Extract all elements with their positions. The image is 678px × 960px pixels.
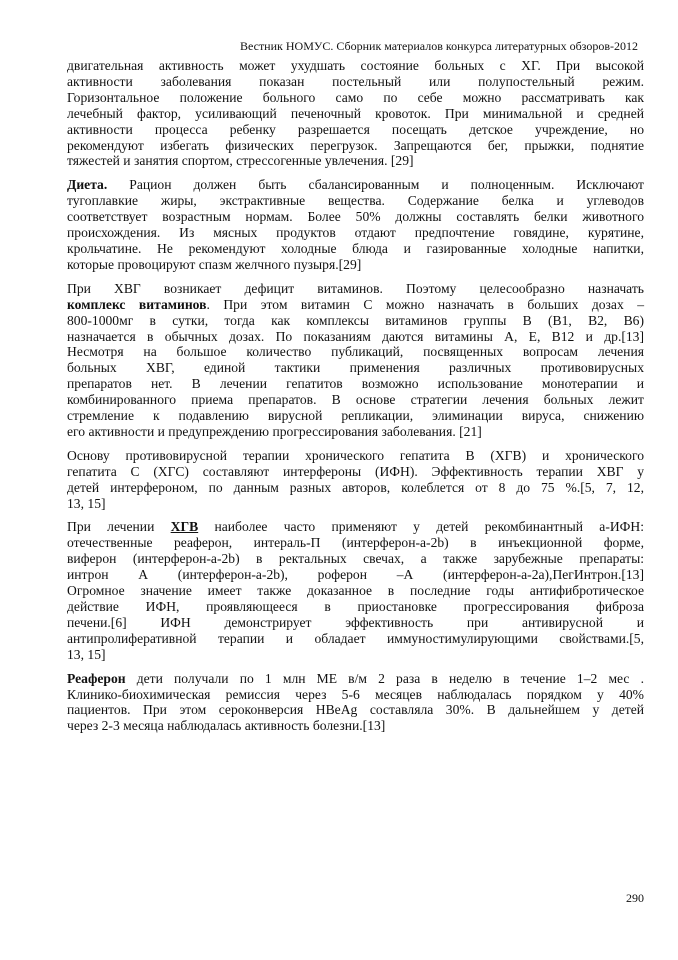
text-line: пациентов. При этом сероконверсия HBeAg составляла 30%. В дальнейшем у детей [67, 702, 644, 718]
text-line: его активности и предупреждению прогрессирования заболевания. [21] [67, 423, 482, 439]
paragraph-5 [67, 519, 644, 662]
article-body [67, 58, 644, 742]
paragraph-4 [67, 448, 644, 512]
text-line: комбинированного приема препаратов. В основе стратегии лечения больных лежит [67, 392, 644, 408]
text-line: При ХВГ возникает дефицит витаминов. Поэтому целесообразно назначать [67, 280, 644, 296]
text-line: интрон А (интерферон-а-2b), роферон –А (интерферон-а-2а),ПегИнтрон.[13] [67, 567, 644, 583]
text-line: активности процесса ребенку разрешается посещать детское учреждение, но [67, 121, 644, 137]
text-line: Огромное значение имеет также доказанное в последние годы антифибротическое [67, 583, 644, 599]
paragraph-2 [67, 177, 644, 272]
text-line: соответствует возрастным нормам. Более 50% должны составлять белки животного [67, 209, 644, 225]
text-line: печени.[6] ИФН демонстрирует эффективность при антивирусной и [67, 614, 644, 630]
paragraph-lead: Реаферон [67, 670, 126, 686]
text-line: Клинико-биохимическая ремиссия через 5-6 месяцев наблюдалась порядком у 40% [67, 686, 644, 702]
text-line: действие ИФН, проявляющееся в приостановке прогрессирования фиброза [67, 599, 644, 614]
text-line: тугоплавкие жиры, экстрактивные вещества. Содержание белка и углеводов [67, 193, 644, 209]
text-line: Горизонтальное положение больного само по себе можно рассматривать как [67, 89, 644, 105]
paragraph-3 [67, 281, 644, 440]
page-number: 290 [626, 891, 644, 905]
text-line: Основу противовирусной терапии хронического гепатита В (ХГВ) и хронического [67, 447, 644, 463]
text-line: стремление к подавлению вирусной репликации, элиминации вируса, снижению [67, 408, 644, 424]
text-line: крольчатине. Не рекомендуют холодные блюда и газированные холодные напитки, [67, 240, 644, 256]
text-line: которые провоцируют спазм желчного пузыря.[29] [67, 256, 362, 272]
text-line: тяжестей и занятия спортом, стрессогенные увлечения. [29] [67, 153, 414, 169]
text-line: лечебный фактор, усиливающий печеночный кровоток. При минимальной и средней [67, 105, 644, 121]
bold-term: комплекс витаминов [67, 296, 207, 312]
underlined-term: ХГВ [170, 519, 199, 535]
text-line: рекомендуют избегать физических перегрузок. Запрещаются бег, прыжки, поднятие [67, 137, 644, 153]
text-line: Несмотря на большое количество публикаций, посвященных вопросам лечения [67, 344, 644, 360]
text-line: через 2-3 месяца наблюдалась активность болезни.[13] [67, 718, 386, 734]
text-line: назначается в обычных дозах. По показаниям даются витамины А, Е, В12 и др.[13] [67, 328, 644, 344]
text-line: происхождения. Из мясных продуктов отдают предпочтение говядине, курятине, [67, 225, 644, 241]
text-line: 800-1000мг в сутки, тогда как комплексы витаминов группы В (В1, В2, В6) [67, 312, 644, 328]
text-line: При лечении ХГВ наиболее часто применяют у детей рекомбинантный а-ИФН: [67, 519, 645, 535]
text-line: 13, 15] [67, 495, 106, 511]
text-line: активности заболевания показан постельный или полупостельный режим. [67, 73, 644, 89]
text-line: препаратов нет. В лечении гепатитов возможно использование монотерапии и [67, 376, 644, 392]
running-header: Вестник НОМУС. Сборник материалов конкурса литературных обзоров-2012 [239, 39, 638, 53]
text-line: отечественные реаферон, интераль-П (интерферон-а-2b) в инъекционной форме, [67, 535, 644, 551]
text-line: больных ХВГ, единой тактики применения различных противовирусных [67, 360, 644, 376]
text-line: виферон (интерферон-а-2b) в ректальных свечах, а также зарубежные препараты: [67, 551, 644, 567]
text-line: 13, 15] [67, 646, 106, 662]
paragraph-1 [67, 58, 644, 169]
text-line: Реаферон дети получали по 1 млн МЕ в/м 2 раза в неделю в течение 1–2 мес . [67, 670, 644, 686]
text-line: Диета. Рацион должен быть сбалансированным и полноценным. Исключают [67, 177, 644, 193]
text-line: двигательная активность может ухудшать состояние больных с ХГ. При высокой [67, 58, 644, 73]
text-line: гепатита С (ХГС) составляют интерфероны (ИФН). Эффективность терапии ХВГ у [67, 463, 644, 479]
paragraph-lead: Диета. [67, 177, 108, 193]
paragraph-6 [67, 671, 644, 735]
text-line: антипролиферативной терапии и обладает иммуностимулирующими свойствами.[5, [67, 630, 644, 646]
text-line: комплекс витаминов. При этом витамин С можно назначать в больших дозах – [67, 296, 645, 312]
text-line: детей интерфероном, по данным разных авторов, колеблется от 8 до 75 %.[5, 7, 12, [67, 479, 644, 495]
